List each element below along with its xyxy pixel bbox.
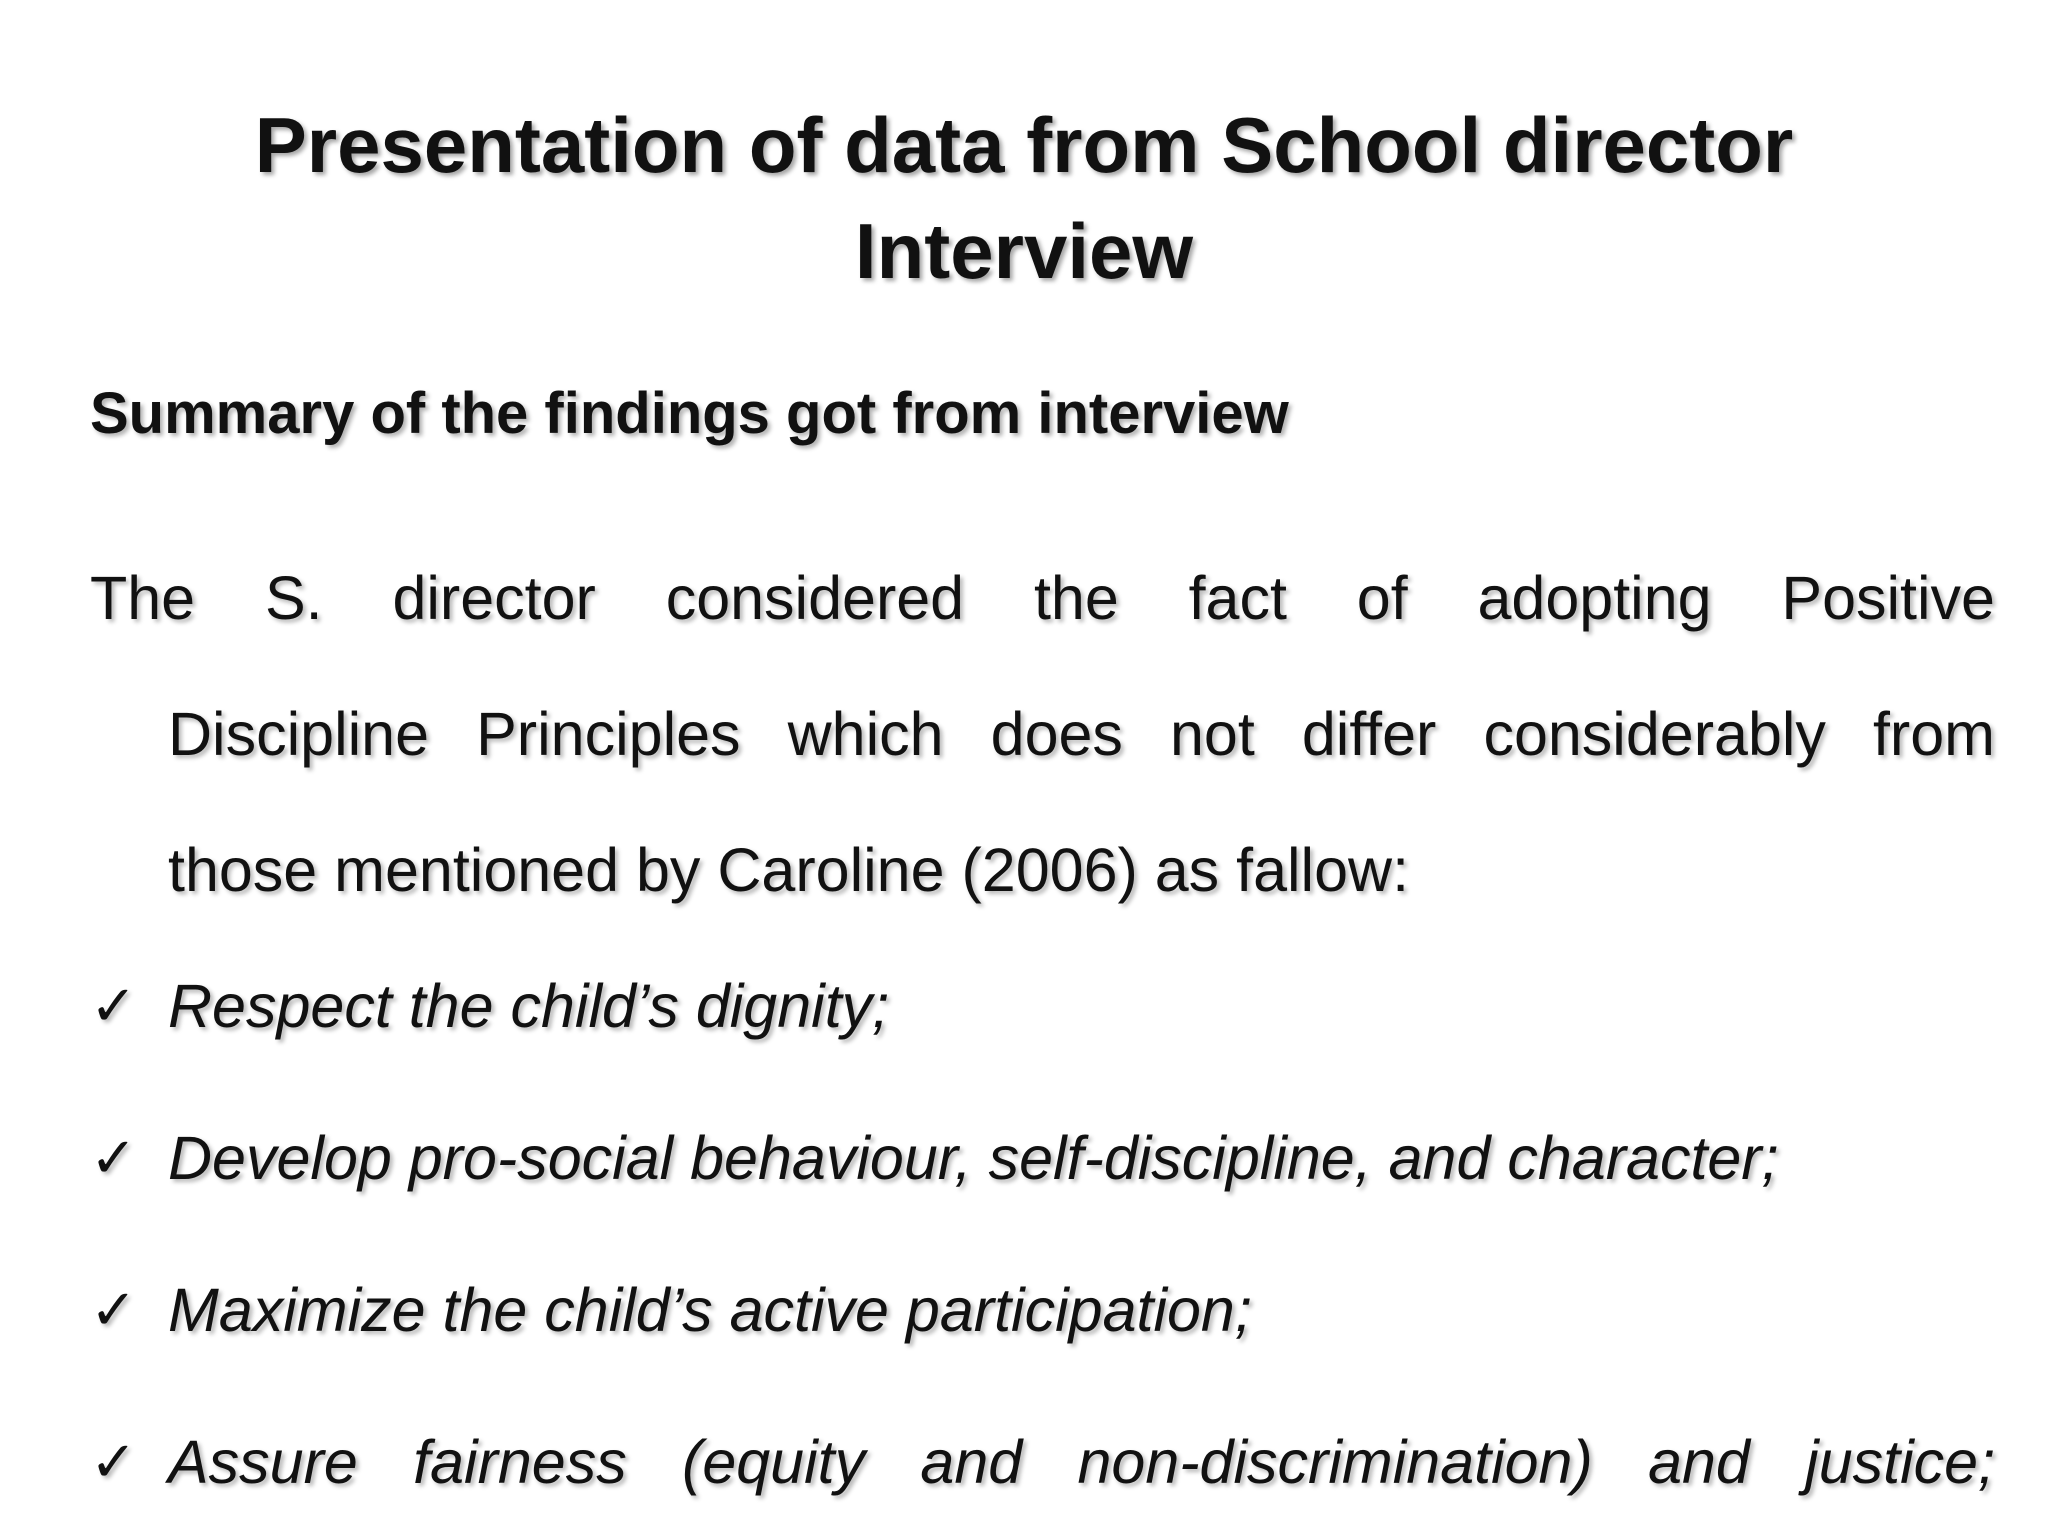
check-icon: ✓: [90, 1277, 137, 1343]
body-paragraph: [90, 530, 1995, 938]
list-item: [90, 1386, 1995, 1538]
paragraph-line-3: those mentioned by Caroline (2006) as fallow:: [168, 836, 1410, 904]
check-icon: ✓: [90, 1125, 137, 1191]
slide-title-line-1: Presentation of data from School director: [254, 101, 1794, 189]
list-item-text: Assure fairness (equity and non-discrimination) and justice;: [168, 1428, 1995, 1496]
slide-title: [0, 92, 2048, 304]
section-subtitle: Summary of the findings got from interview: [90, 381, 1289, 446]
principles-list: [90, 930, 1995, 1538]
list-item: [90, 1082, 1995, 1234]
paragraph-line-2: Discipline Principles which does not differ considerably from: [168, 700, 1995, 768]
slide-title-line-2: Interview: [854, 207, 1194, 295]
list-item-text: Maximize the child’s active participation;: [168, 1276, 1252, 1344]
list-item-text: Respect the child’s dignity;: [168, 972, 890, 1040]
paragraph-line-1: The S. director considered the fact of adopting Positive: [90, 564, 1995, 632]
list-item: [90, 1234, 1995, 1386]
check-icon: ✓: [90, 1429, 137, 1495]
list-item-text: Develop pro-social behaviour, self-discipline, and character;: [168, 1124, 1779, 1192]
check-icon: ✓: [90, 973, 137, 1039]
list-item: [90, 930, 1995, 1082]
